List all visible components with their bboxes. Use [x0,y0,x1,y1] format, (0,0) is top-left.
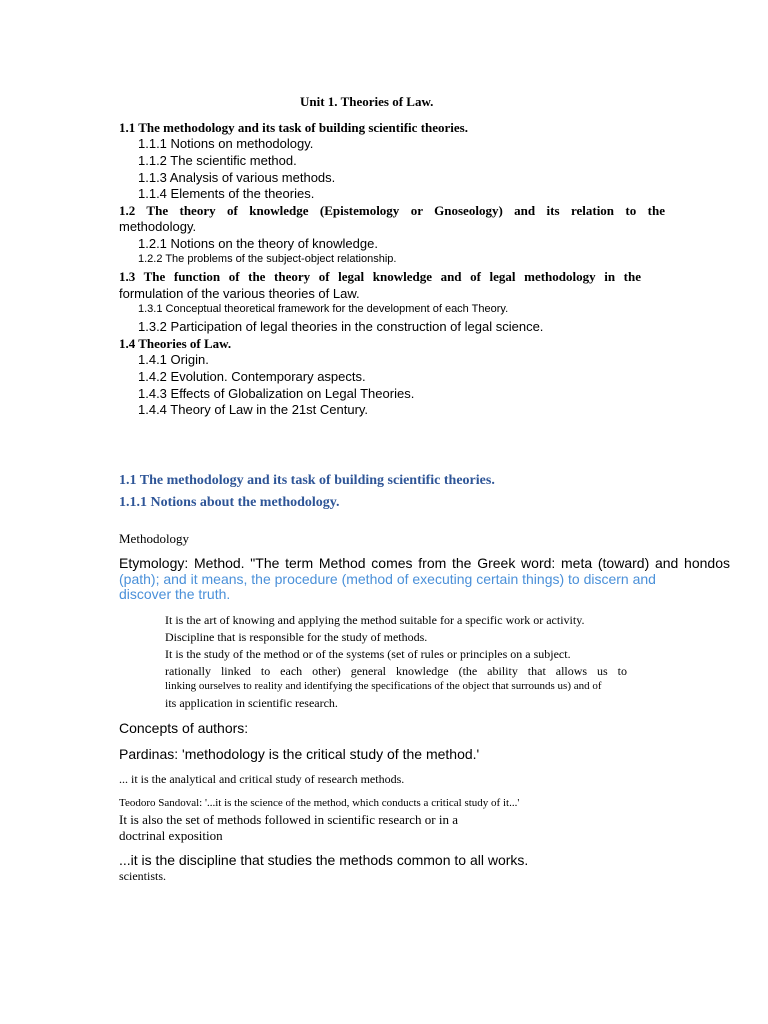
bullet-item-3-line-2: rationally linked to each other) general knowledge (the ability that allows us to [165,664,627,678]
etymology-line-3: discover the truth. [119,586,231,602]
unit-title: Unit 1. Theories of Law. [300,94,434,109]
toc-item-1-3-continued: formulation of the various theories of Law. [119,286,360,301]
bullet-item-3-line-4: its application in scientific research. [165,696,338,710]
toc-item-1-2-1: 1.2.1 Notions on the theory of knowledge. [138,236,378,251]
toc-item-1-4-3: 1.4.3 Effects of Globalization on Legal Theories. [138,386,415,401]
bullet-item-3: It is the study of the method or of the systems (set of rules or principles on a subject. [165,647,571,661]
etymology-line-2: (path); and it means, the procedure (method of executing certain things) to discern and [119,571,656,587]
sandoval-quote: Teodoro Sandoval: '...it is the science of the method, which conducts a critical study of it...' [119,797,520,809]
toc-item-1-3-1: 1.3.1 Conceptual theoretical framework for the development of each Theory. [138,303,509,315]
toc-item-1-2-2: 1.2.2 The problems of the subject-object relationship. [138,253,397,265]
analytical-definition: ... it is the analytical and critical study of research methods. [119,772,405,786]
toc-item-1-2: 1.2 The theory of knowledge (Epistemology or Gnoseology) and its relation to the [119,203,665,218]
section-heading: 1.1 The methodology and its task of building scientific theories. [119,473,495,488]
toc-item-1-1: 1.1 The methodology and its task of building scientific theories. [119,120,468,135]
subsection-heading: 1.1.1 Notions about the methodology. [119,495,340,510]
pardinas-quote: Pardinas: 'methodology is the critical study of the method.' [119,746,480,762]
toc-item-1-4: 1.4 Theories of Law. [119,336,232,351]
discipline-definition-end: scientists. [119,869,166,883]
methods-set-line-1: It is also the set of methods followed in scientific research or in a [119,812,458,827]
toc-item-1-1-4: 1.1.4 Elements of the theories. [138,186,315,201]
toc-item-1-3: 1.3 The function of the theory of legal knowledge and of legal methodology in the [119,269,641,284]
toc-item-1-1-2: 1.1.2 The scientific method. [138,153,297,168]
toc-item-1-3-2: 1.3.2 Participation of legal theories in the construction of legal science. [138,319,544,334]
bullet-item-3-line-3: linking ourselves to reality and identifying the specifications of the object that surrounds us) and of [165,680,602,692]
toc-item-1-4-2: 1.4.2 Evolution. Contemporary aspects. [138,369,366,384]
toc-item-1-4-1: 1.4.1 Origin. [138,352,209,367]
concepts-heading: Concepts of authors: [119,720,249,736]
toc-item-1-4-4: 1.4.4 Theory of Law in the 21st Century. [138,402,369,417]
etymology-line-1: Etymology: Method. "The term Method comes from the Greek word: meta (toward) and hondos [119,555,730,571]
toc-item-1-1-3: 1.1.3 Analysis of various methods. [138,170,336,185]
discipline-definition: ...it is the discipline that studies the methods common to all works. [119,852,529,868]
bullet-item-1: It is the art of knowing and applying the method suitable for a specific work or activity. [165,613,585,627]
bullet-item-2: Discipline that is responsible for the study of methods. [165,630,428,644]
toc-item-1-2-continued: methodology. [119,219,197,234]
methods-set-line-2: doctrinal exposition [119,828,223,843]
toc-item-1-1-1: 1.1.1 Notions on methodology. [138,136,314,151]
methodology-label: Methodology [119,531,190,546]
